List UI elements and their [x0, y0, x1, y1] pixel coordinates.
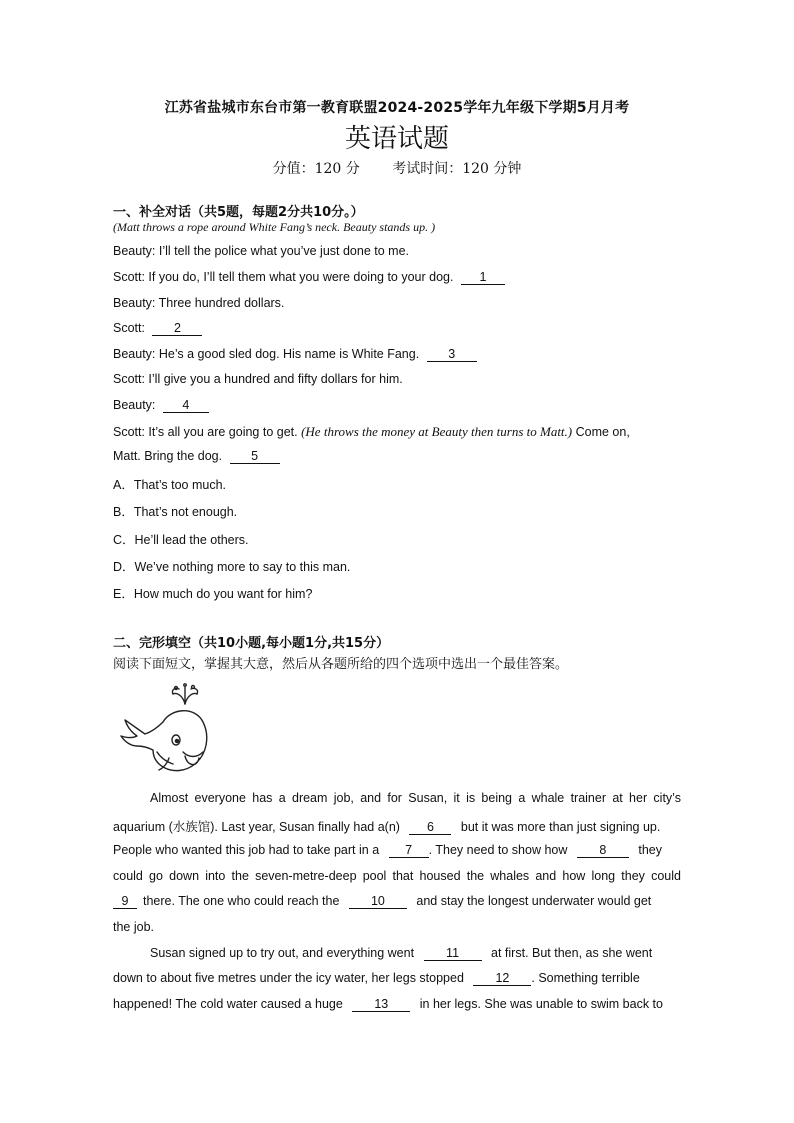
answer-blank[interactable]: 4 [163, 399, 209, 413]
passage-line: People who wanted this job had to take part in a 7 . They need to show how 8 they [113, 843, 662, 857]
passage-line: the job. [113, 920, 155, 934]
answer-blank[interactable]: 9 [113, 895, 137, 909]
section1-heading: 一、补全对话（共5题，每题2分共10分。） [113, 205, 364, 220]
passage-line: Susan signed up to try out, and everything went 11 at first. But then, as she went [150, 946, 653, 960]
passage-line: aquarium (水族馆). Last year, Susan finally had a(n) 6 but it was more than just signing up. [113, 820, 661, 834]
answer-blank[interactable]: 6 [409, 821, 451, 835]
section2-instruction: 阅读下面短文，掌握其大意，然后从各题所给的四个选项中选出一个最佳答案。 [113, 657, 569, 672]
dialogue-line: Beauty: Three hundred dollars. [113, 296, 285, 310]
option-c: C．He’ll lead the others. [113, 533, 249, 547]
answer-blank[interactable]: 8 [577, 844, 629, 858]
passage-line: Almost everyone has a dream job, and for Susan, it is being a whale trainer at her city’s [150, 791, 681, 805]
option-d: D．We’ve nothing more to say to this man. [113, 560, 351, 574]
option-b: B．That’s not enough. [113, 505, 238, 519]
dialogue-line: Beauty: He’s a good sled dog. His name is White Fang. 3 [113, 347, 477, 362]
answer-blank[interactable]: 12 [473, 972, 531, 986]
answer-blank[interactable]: 7 [389, 844, 429, 858]
dialogue-line: Scott: I’ll give you a hundred and fifty dollars for him. [113, 372, 403, 386]
exam-title: 江苏省盐城市东台市第一教育联盟2024-2025学年九年级下学期5月月考 [164, 100, 630, 116]
option-a: A．That’s too much. [113, 478, 227, 492]
dialogue-line: Beauty: I’ll tell the police what you’ve just done to me. [113, 244, 409, 258]
answer-blank[interactable]: 5 [230, 450, 280, 464]
dialogue-line: Scott: 2 [113, 321, 202, 336]
answer-blank[interactable]: 2 [152, 322, 202, 336]
answer-blank[interactable]: 13 [352, 998, 410, 1012]
option-e: E．How much do you want for him? [113, 587, 313, 601]
passage-line: 9 there. The one who could reach the 10 and stay the longest underwater would get [113, 894, 681, 909]
passage-line: could go down into the seven-metre-deep pool that housed the whales and how long they could [113, 869, 681, 883]
answer-blank[interactable]: 1 [461, 271, 505, 285]
dialogue-line: Scott: If you do, I’ll tell them what you were doing to your dog. 1 [113, 270, 505, 285]
dialogue-line: Matt. Bring the dog. 5 [113, 449, 280, 464]
subject-title: 英语试题 [344, 124, 449, 154]
section2-heading: 二、完形填空（共10小题,每小题1分,共15分） [113, 636, 390, 651]
stage-direction: (Matt throws a rope around White Fang’s neck. Beauty stands up. ) [113, 220, 436, 234]
answer-blank[interactable]: 3 [427, 348, 477, 362]
answer-blank[interactable]: 11 [424, 947, 482, 961]
exam-meta [0, 158, 794, 178]
dialogue-line: Beauty: 4 [113, 398, 209, 413]
passage-line: down to about five metres under the icy water, her legs stopped 12 . Something terrible [113, 971, 640, 985]
score-info: 分值：120 分 [272, 161, 360, 177]
whale-icon [113, 682, 213, 782]
answer-blank[interactable]: 10 [349, 895, 407, 909]
dialogue-line: Scott: It’s all you are going to get. (He throws the money at Beauty then turns to Matt.) Come on, [113, 424, 630, 439]
passage-line: happened! The cold water caused a huge 13 in her legs. She was unable to swim back to [113, 997, 663, 1011]
time-info: 考试时间：120 分钟 [392, 161, 522, 177]
